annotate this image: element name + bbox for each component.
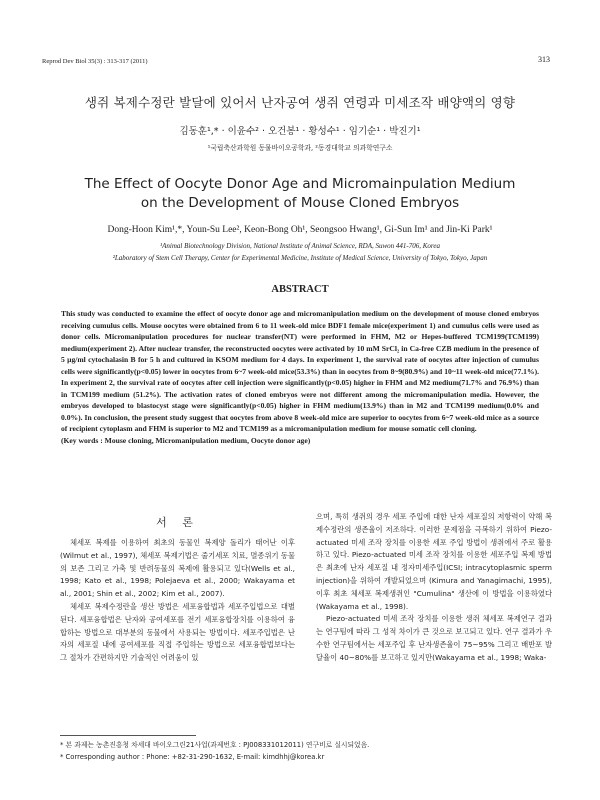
korean-title: 생쥐 복제수정란 발달에 있어서 난자공여 생쥐 연령과 미세조작 배양액의 영향 [84, 95, 516, 110]
journal-citation: Reprod Dev Biol 35(3) : 313-317 (2011) [42, 58, 148, 65]
korean-affiliation: ¹국립축산과학원 동물바이오공학과, ²동경대학교 의과학연구소 [207, 144, 393, 152]
english-title-line-1: The Effect of Oocyte Donor Age and Micromainpulation Medium [84, 176, 516, 192]
abstract-body: This study was conducted to examine the effect of oocyte donor age and micromanipulation medium on the development of mouse cloned embryos receiving cumulus cells. Mouse oocytes were obtained from 6 to 11 week-old mice BDF1 female mice(experiment 1) and cumulus cells were used as donor cells. Micromanipulation procedures for nuclear transfer(NT) were performed in FHM, M2 or Hepes-buffered TCM199(TCM199) medium(experiment 2). After nuclear transfer, the reconstructed oocytes were activated by 10 mM SrCl₂ in Ca-free CZB medium in the presence of 5 μg/ml cytochalasin B for 5 h and cultured in KSOM medium for 4 days. In experiment 1, the survival rate of oocytes after injection of cumulus cells were significantly(p<0.05) lower in oocytes from 6~7 week-old mice(53.3%) than in oocytes from 8~9(80.9%) and 10~11 week-old mice(77.1%). In experiment 2, the survival rate of oocytes after cell injection were significantly(p<0.05) higher in FHM and M2 medium(71.7% and 76.9%) than in TCM199 medium (51.2%). The activation rates of cloned embryos were not different among the micromanipulation media. However, the embryos developed to blastocyst stage were significantly(p<0.05) higher in FHM medium(13.9%) than in M2 and TCM199 medium(0.0% and 0.0%). In conclusion, the present study suggest that oocytes from above 8 week-old mice are superior to oocytes from 6~7 week-old mice as a source of recipient cytoplasm and FHM is superior to M2 and TCM199 as a micromanipulation medium for mouse somatic cell cloning. [61, 309, 539, 433]
korean-authors: 김동훈¹,* · 이윤수² · 오건봉¹ · 황성수¹ · 임기순¹ · 박진기¹ [179, 126, 421, 137]
intro-paragraph-2: 체세포 복제수정란을 생산 방법은 세포융합법과 세포주입법으로 대별된다. 세포융합법은 난자와 공여세포를 전기 세포융합장치를 이용하여 융합하는 방법으로 대부분의 동물에서 사용되는 방법이다. 세포주입법은 난자의 세포질 내에 공여세포를 직접 주입하는 방법으로 세포융합법보다는 그 절차가 간편하지만 기술적인 어려움이 있 [60, 601, 295, 663]
left-column [60, 537, 295, 665]
abstract-heading: ABSTRACT [271, 284, 329, 295]
intro-paragraph-2-continued: 으며, 특히 생쥐의 경우 세포 주입에 대한 난자 세포질의 저항력이 약해 복제수정란의 생존율이 저조하다. 이러한 문제점을 극복하기 위하여 Piezo-actuated 미세 조작 장치를 이용한 세포 주입 방법이 생쥐에서 주로 활용하고 있다. Piezo-actuated 미세 조작 장치를 이용한 세포주입 복제 방법은 최초에 난자 세포질 내 정자미세주입(ICSI; intracytoplasmic sperm injection)을 위하여 개발되었으며 (Kimura and Yanagimachi, 1995), 이후 최초 체세포 복제생쥐인 "Cumulina" 생산에 이 방법을 이용하였다(Wakayama et al., 1998). [316, 512, 552, 611]
affiliation-1: ¹Animal Biotechnology Division, National Institute of Animal Science, RDA, Suwon 441-706, Korea [160, 242, 440, 250]
right-column [316, 511, 552, 665]
english-affiliations [0, 240, 600, 264]
affiliation-2: ²Laboratory of Stem Cell Therapy, Center for Experimental Medicine, Institute of Medical Science, University of Tokyo, Tokyo, Japan [112, 254, 488, 262]
intro-paragraph-1: 체세포 복제를 이용하여 최초의 동물인 복제양 돌리가 태어난 이후(Wilmut et al., 1997), 체세포 복제기법은 줄기세포 치료, 멸종위기 동물의 보존 그리고 가축 및 반려동물의 복제에 활용되고 있다(Wells et al., 1998; Kato et al., 1998; Polejaeva et al., 2000; Wakayama et al., 2001; Shin et al., 2002; Kim et al., 2007). [60, 538, 295, 599]
introduction-heading: 서 론 [156, 516, 199, 529]
footnotes [60, 739, 540, 763]
intro-paragraph-3: Piezo-actuated 미세 조작 장치를 이용한 생쥐 체세포 복제연구 결과는 연구팀에 따라 그 성적 차이가 큰 것으로 보고되고 있다. 연구 결과가 우수한 연구팀에서는 세포주입 후 난자생존율이 75~95% 그리고 배반포 발달율이 40~80%를 보고하고 있지만(Wakayama et al., 1998; Waka- [316, 614, 552, 662]
english-title [0, 175, 600, 213]
funding-footnote: * 본 과제는 농촌진흥청 차세대 바이오그린21사업(과제번호 : PJ008331012011) 연구비로 실시되었음. [60, 741, 370, 749]
abstract-block [61, 308, 539, 446]
corresponding-author-footnote: * Corresponding author : Phone: +82-31-290-1632, E-mail: kimdhhj@korea.kr [60, 753, 325, 761]
page-number: 313 [538, 55, 550, 64]
english-title-line-2: on the Development of Mouse Cloned Embryos [140, 195, 460, 211]
footnote-divider [60, 735, 196, 736]
keywords: (Key words : Mouse cloning, Micromanipulation medium, Oocyte donor age) [61, 435, 311, 445]
english-authors: Dong-Hoon Kim¹,*, Youn-Su Lee², Keon-Bong Oh¹, Seongsoo Hwang¹, Gi-Sun Im¹ and Jin-Ki Park¹ [107, 225, 493, 235]
